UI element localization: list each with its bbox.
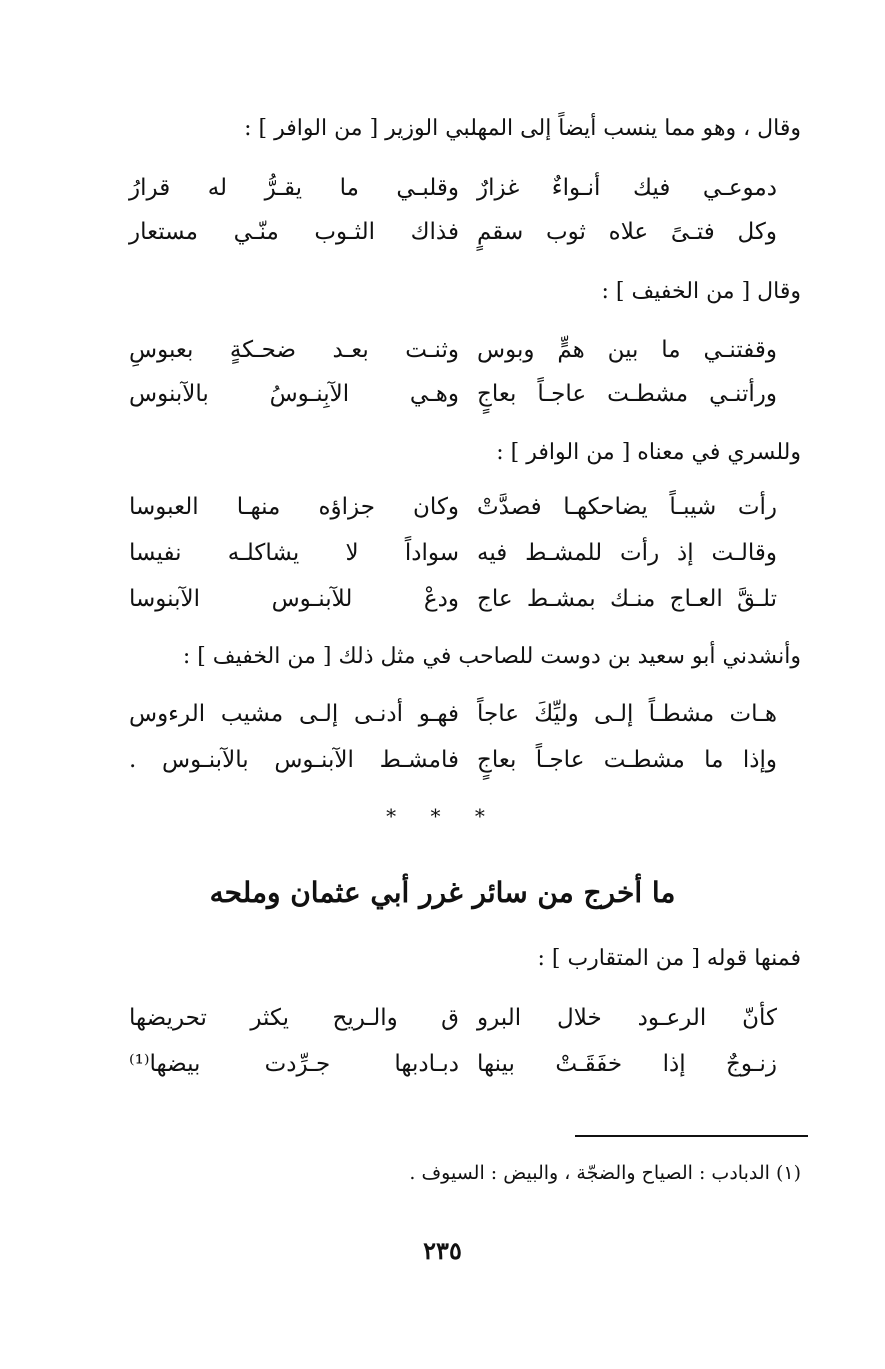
footnote-divider: [575, 1135, 808, 1137]
verse-second-hemistich: سواداً لا يشاكلـه نفيسا: [129, 540, 459, 566]
verse-first-hemistich: ورأتنـي مشطـت عاجـاً بعاجٍ: [477, 381, 777, 407]
verse-first-hemistich: وإذا ما مشطـت عاجـاً بعاجٍ: [477, 747, 777, 773]
verse-second-hemistich: فامشـط الآبنـوس بالآبنـوس .: [129, 747, 459, 773]
verse-second-hemistich: وثنـت بعـد ضحـكةٍ بعبوسِ: [129, 337, 459, 363]
verse-second-hemistich: وهـي الآبِنـوسُ بالآبنوس: [129, 381, 459, 407]
verse-line: [129, 330, 777, 370]
verse-second-hemistich: ق والـريح يكثر تحريضها: [129, 1005, 459, 1031]
verse-line: [129, 533, 777, 573]
poem-intro: وقال ، وهو مما ينسب أيضاً إلى المهلبي الوزير [ من الوافر ] :: [244, 116, 801, 141]
footnote: (١) الدبادب : الصياح والضجّة ، والبيض : السيوف .: [409, 1162, 801, 1184]
verse-line: [129, 487, 777, 527]
verse-second-hemistich: وقلبـي ما يقـرُّ له قرارُ: [129, 175, 459, 201]
verse-first-hemistich: دموعـي فيك أنـواءٌ غزارٌ: [477, 175, 777, 201]
verse-line: [129, 740, 777, 780]
verse-first-hemistich: وكل فتـىً علاه ثوب سقمٍ: [477, 219, 777, 245]
verse-line: [129, 374, 777, 414]
poem-intro: وأنشدني أبو سعيد بن دوست للصاحب في مثل ذلك [ من الخفيف ] :: [182, 644, 801, 669]
verse-first-hemistich: وقفتنـي ما بين همٍّ وبوس: [477, 337, 777, 363]
verse-second-hemistich: فذاك الثـوب منّـي مستعار: [129, 219, 459, 245]
verse-line: [129, 579, 777, 619]
section-heading: ما أخرج من سائر غرر أبي عثمان وملحه: [209, 876, 676, 909]
verse-line: [129, 212, 777, 252]
verse-first-hemistich: زنـوجٌ إذا خفَقَـتْ بينها: [477, 1051, 777, 1077]
verse-line: [129, 998, 777, 1038]
verse-second-hemistich: وكان جزاؤه منهـا العبوسا: [129, 494, 459, 520]
poem-intro: وللسري في معناه [ من الوافر ] :: [496, 440, 801, 465]
poem-intro: فمنها قوله [ من المتقارب ] :: [537, 946, 801, 971]
poem-intro: وقال [ من الخفيف ] :: [601, 279, 801, 304]
verse-line: [129, 1044, 777, 1084]
verse-first-hemistich: هـات مشطـاً إلـى وليِّكَ عاجاً: [477, 701, 777, 727]
page-number: ٢٣٥: [423, 1236, 462, 1265]
verse-first-hemistich: تلـقَّ العـاج منـك بمشـط عاج: [477, 586, 777, 612]
verse-line: [129, 168, 777, 208]
verse-first-hemistich: رأت شيبـاً يضاحكهـا فصدَّتْ: [477, 494, 777, 520]
verse-line: [129, 694, 777, 734]
verse-second-hemistich: دبـادبها جـرِّدت بيضها⁽¹⁾: [129, 1051, 459, 1077]
verse-first-hemistich: كأنّ الرعـود خلال البرو: [477, 1005, 777, 1031]
verse-second-hemistich: فهـو أدنـى إلـى مشيب الرءوس: [129, 701, 459, 727]
section-separator: * * *: [386, 804, 499, 828]
verse-second-hemistich: ودعْ للآبنـوس الآبنوسا: [129, 586, 459, 612]
verse-first-hemistich: وقالـت إذ رأت للمشـط فيه: [477, 540, 777, 566]
